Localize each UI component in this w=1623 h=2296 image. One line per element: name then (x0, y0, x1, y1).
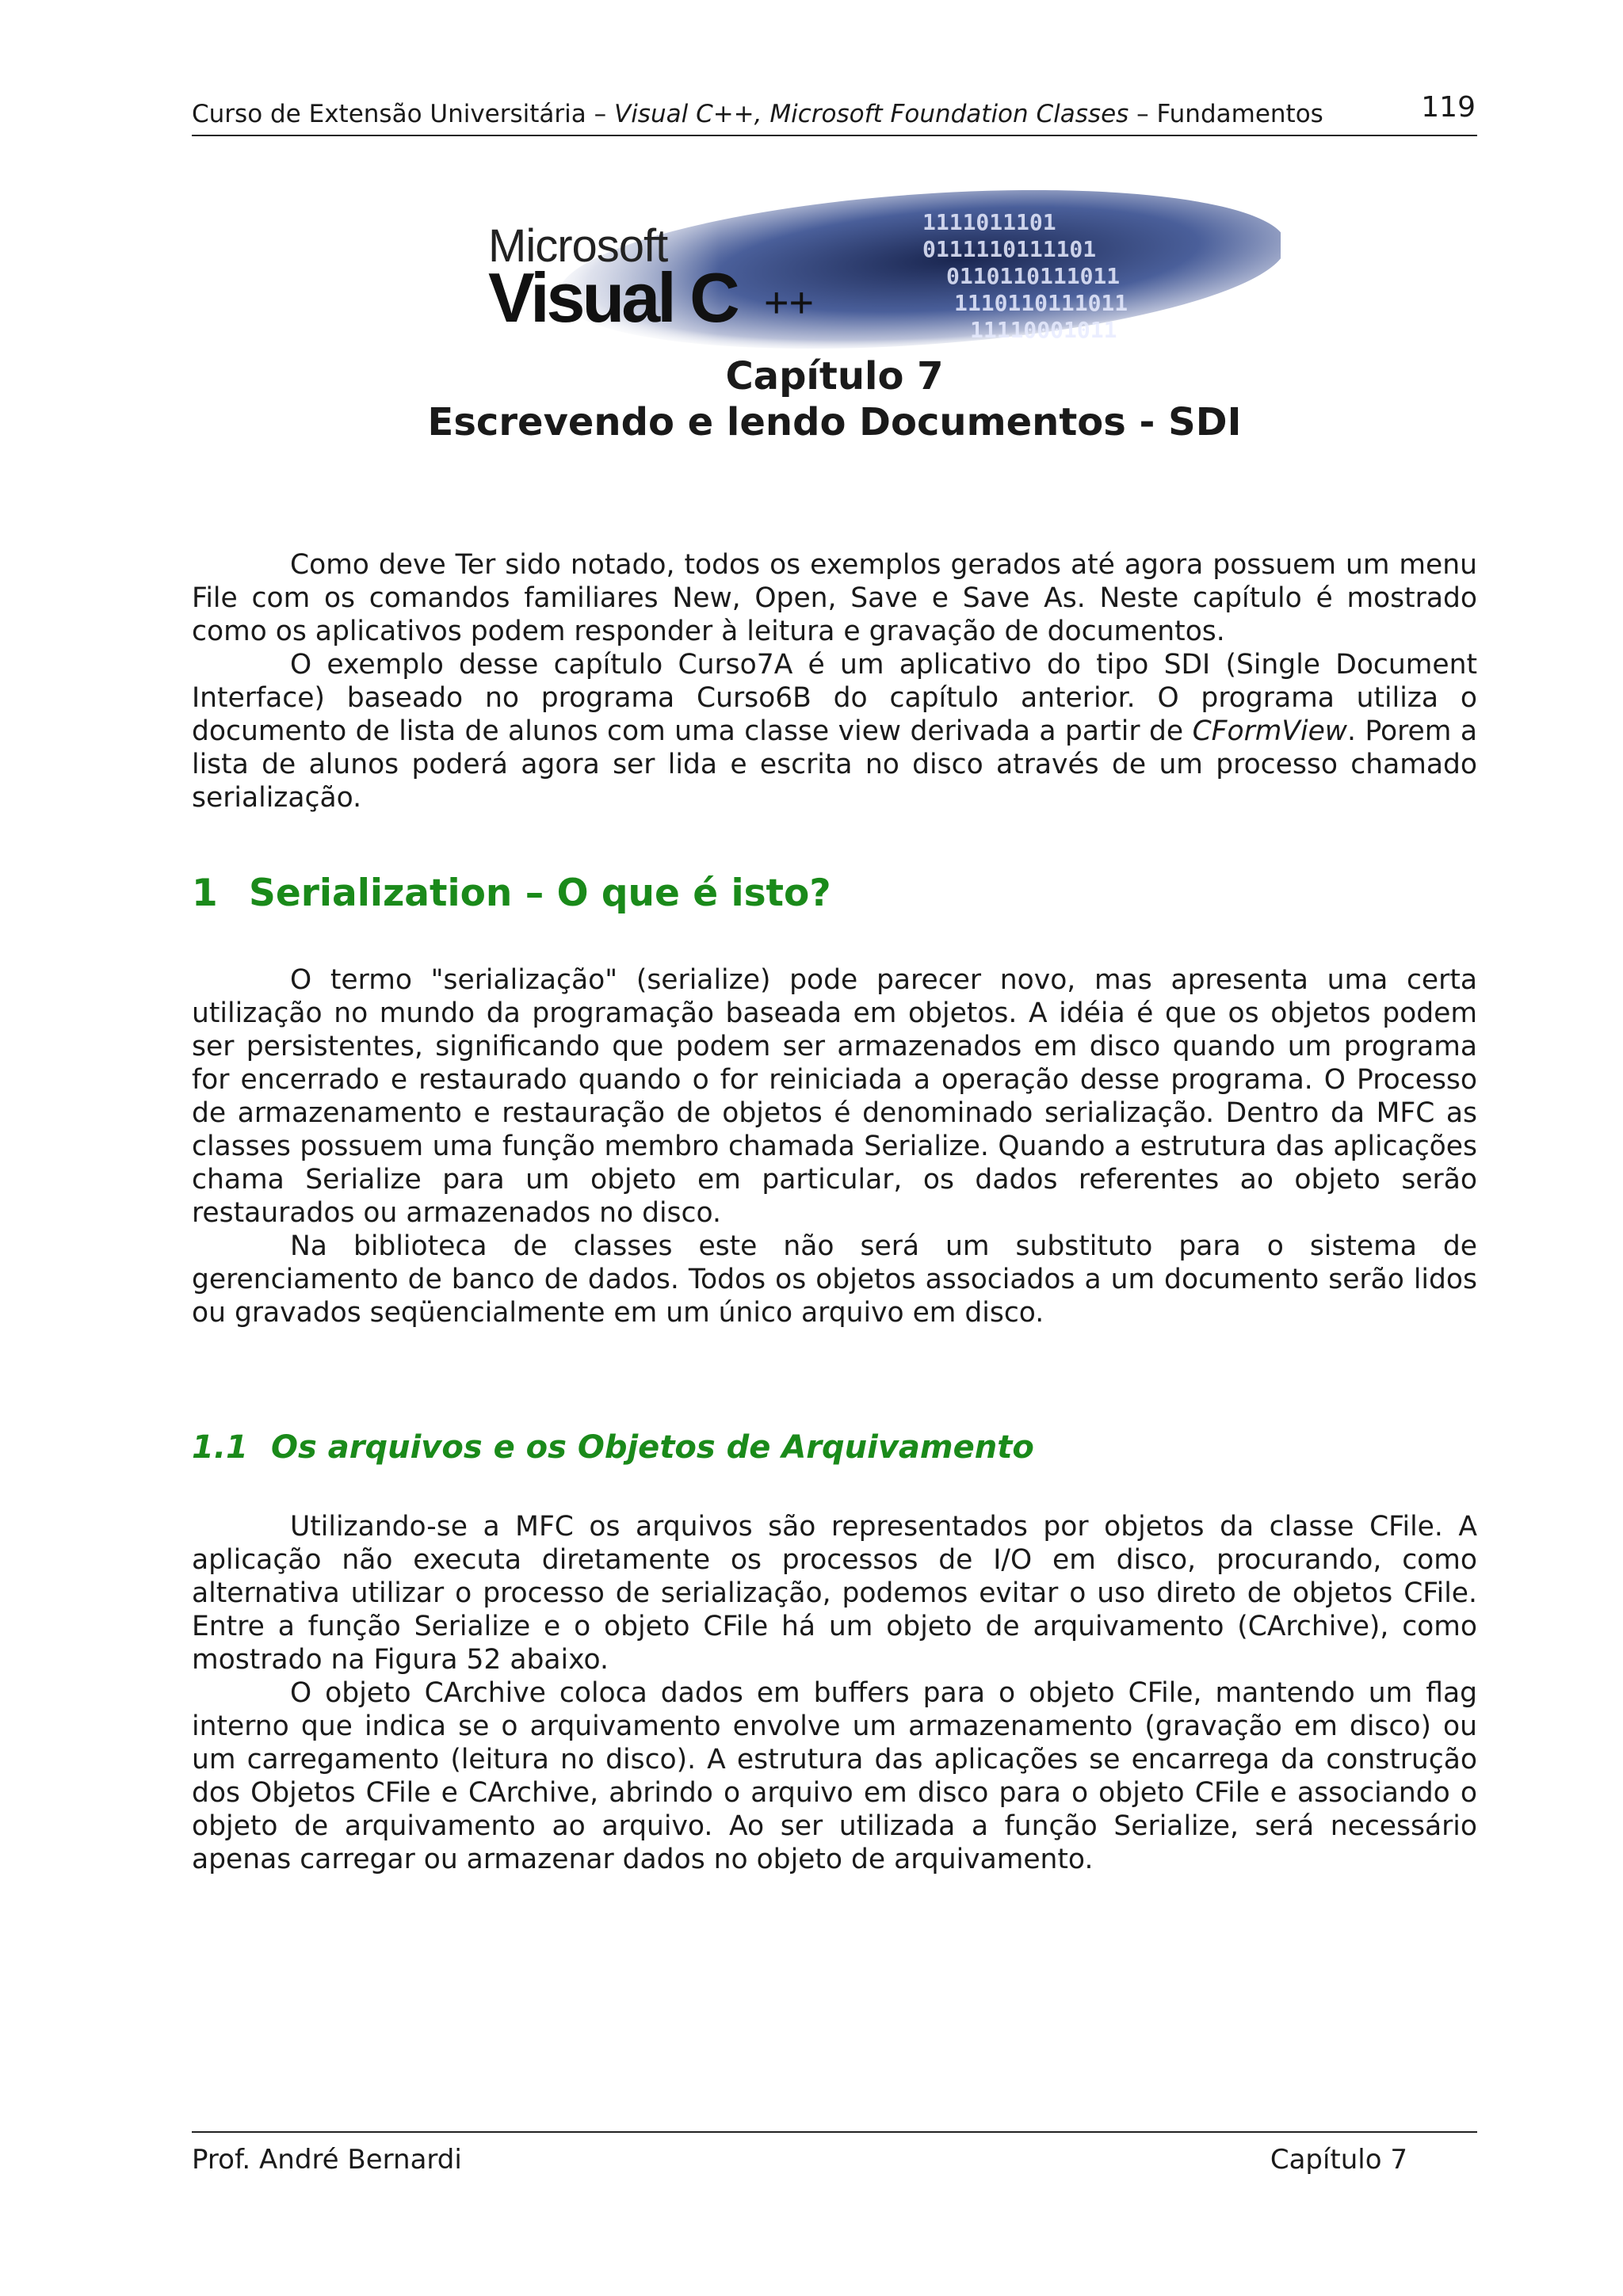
paragraph: Na biblioteca de classes este não será um substituto para o sistema de gerenciamento de banco de dados. Todos os objetos associados a um documento serão lidos ou gravados seqüencialmente em um único arquivo em disco. (192, 1230, 1477, 1329)
header-title: Curso de Extensão Universitária – Visual C++, Microsoft Foundation Classes – Fundamentos (192, 100, 1323, 128)
section-heading (192, 870, 831, 917)
svg-text:0110110111011: 0110110111011 (946, 263, 1121, 289)
svg-text:1111011101: 1111011101 (922, 209, 1056, 235)
paragraph: O termo "serialização" (serialize) pode parecer novo, mas apresenta uma certa utilização no mundo da programação baseada em objetos. A idéia é que os objetos podem ser persistentes, significando que podem ser armazenados em disco quando um programa for encerrado e restaurado quando o for reiniciada a operação desse programa. O Processo de armazenamento e restauração de objetos é denominado serialização. Dentro da MFC as classes possuem uma função membro chamada Serialize. Quando a estrutura das aplicações chama Serialize para um objeto em particular, os dados referentes ao objeto serão restaurados ou armazenados no disco. (192, 964, 1477, 1229)
subsection-heading (192, 1426, 1034, 1469)
paragraph: O objeto CArchive coloca dados em buffers para o objeto CFile, mantendo um flag interno que indica se o arquivamento envolve um armazenamento (gravação em disco) ou um carregamento (leitura no disco). A estrutura das aplicações se encarrega da construção dos Objetos CFile e CArchive, abrindo o arquivo em disco para o objeto CFile e associando o objeto de arquivamento ao arquivo. Ao ser utilizada a função Serialize, será necessário apenas carregar ou armazenar dados no objeto de arquivamento. (192, 1677, 1477, 1875)
page-number: 119 (1421, 91, 1476, 124)
footer-chapter: Capítulo 7 (1270, 2144, 1407, 2176)
section-1-text (192, 963, 1477, 1329)
subsection-title: Os arquivos e os Objetos de Arquivamento (271, 1429, 1034, 1466)
section-title: Serialization – O que é isto? (249, 871, 831, 915)
class-name-italic: CFormView (1192, 715, 1348, 747)
visual-cpp-logo (479, 190, 1281, 357)
logo-visual-text: Visual C (488, 258, 737, 337)
running-header (192, 93, 1477, 136)
section-1-1-text (192, 1510, 1477, 1876)
chapter-number: Capítulo 7 (725, 354, 944, 399)
logo-plus-text: ++ (764, 279, 815, 326)
subsection-number: 1.1 (192, 1429, 248, 1466)
svg-text:0111110111101: 0111110111101 (922, 236, 1097, 262)
chapter-title: Escrevendo e lendo Documentos - SDI (427, 400, 1242, 444)
footer-author: Prof. André Bernardi (192, 2144, 462, 2176)
header-title-italic: Visual C++, Microsoft Foundation Classes (613, 100, 1129, 128)
section-number: 1 (192, 871, 218, 915)
svg-text:1110110111011: 1110110111011 (954, 290, 1128, 316)
running-footer (192, 2131, 1477, 2176)
logo-microsoft-text: Microsoft (488, 220, 668, 272)
paragraph: Como deve Ter sido notado, todos os exemplos gerados até agora possuem um menu File com os comandos familiares New, Open, Save e Save As. Neste capítulo é mostrado como os aplicativos podem responder à leitura e gravação de documentos. (192, 549, 1477, 647)
intro-text (192, 548, 1477, 814)
svg-text:11110001011: 11110001011 (970, 317, 1117, 343)
paragraph: O exemplo desse capítulo Curso7A é um aplicativo do tipo SDI (Single Document Interface) baseado no programa Curso6B do capítulo anterior. O programa utiliza o documento de lista de alunos com uma classe view derivada a partir de CFormView. Porem a lista de alunos poderá agora ser lida e escrita no disco através de um processo chamado serialização. (192, 649, 1477, 814)
paragraph: Utilizando-se a MFC os arquivos são representados por objetos da classe CFile. A aplicação não executa diretamente os processos de I/O em disco, procurando, como alternativa utilizar o processo de serialização, podemos evitar o uso direto de objetos CFile. Entre a função Serialize e o objeto CFile há um objeto de arquivamento (CArchive), como mostrado na Figura 52 abaixo. (192, 1511, 1477, 1676)
